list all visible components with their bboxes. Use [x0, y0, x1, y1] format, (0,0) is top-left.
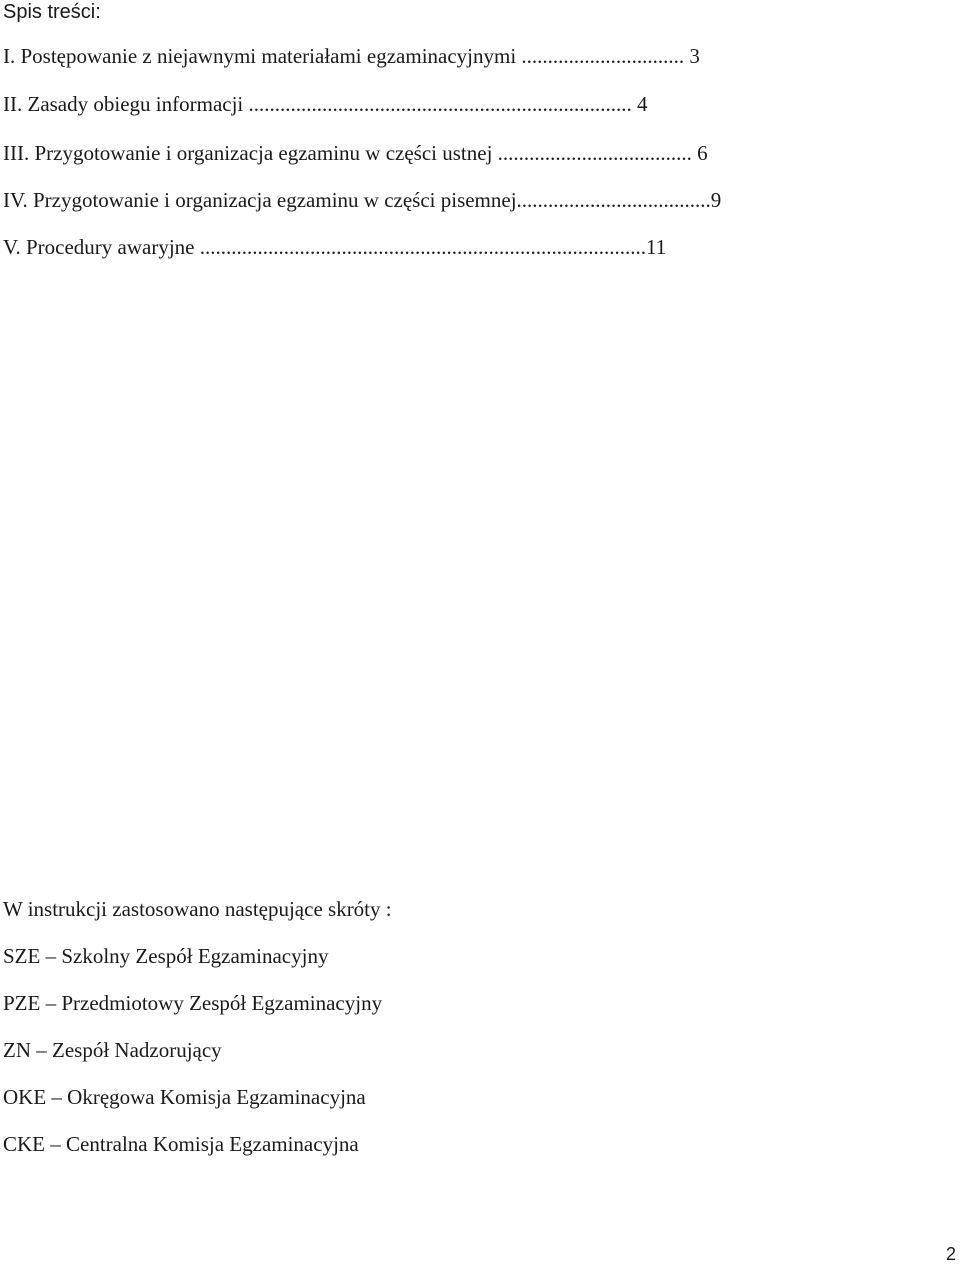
abbreviation-pze: PZE – Przedmiotowy Zespół Egzaminacyjny: [3, 991, 383, 1015]
toc-title: Spis treści:: [3, 1, 101, 23]
toc-entry-5[interactable]: V. Procedury awaryjne .....................................................................................11: [3, 235, 667, 259]
toc-entry-3[interactable]: III. Przygotowanie i organizacja egzaminu w części ustnej ..................................... 6: [3, 141, 708, 165]
abbreviations-heading: W instrukcji zastosowano następujące skróty :: [3, 897, 392, 921]
toc-entry-1[interactable]: I. Postępowanie z niejawnymi materiałami egzaminacyjnymi ............................... 3: [3, 44, 700, 68]
abbreviation-oke: OKE – Okręgowa Komisja Egzaminacyjna: [3, 1085, 366, 1109]
toc-entry-4[interactable]: IV. Przygotowanie i organizacja egzaminu w części pisemnej.....................................9: [3, 188, 722, 212]
abbreviation-sze: SZE – Szkolny Zespół Egzaminacyjny: [3, 944, 329, 968]
page-number: 2: [945, 1244, 956, 1264]
abbreviation-cke: CKE – Centralna Komisja Egzaminacyjna: [3, 1132, 359, 1156]
abbreviation-zn: ZN – Zespół Nadzorujący: [3, 1038, 222, 1062]
toc-entry-2[interactable]: II. Zasady obiegu informacji ......................................................................... 4: [3, 92, 648, 116]
